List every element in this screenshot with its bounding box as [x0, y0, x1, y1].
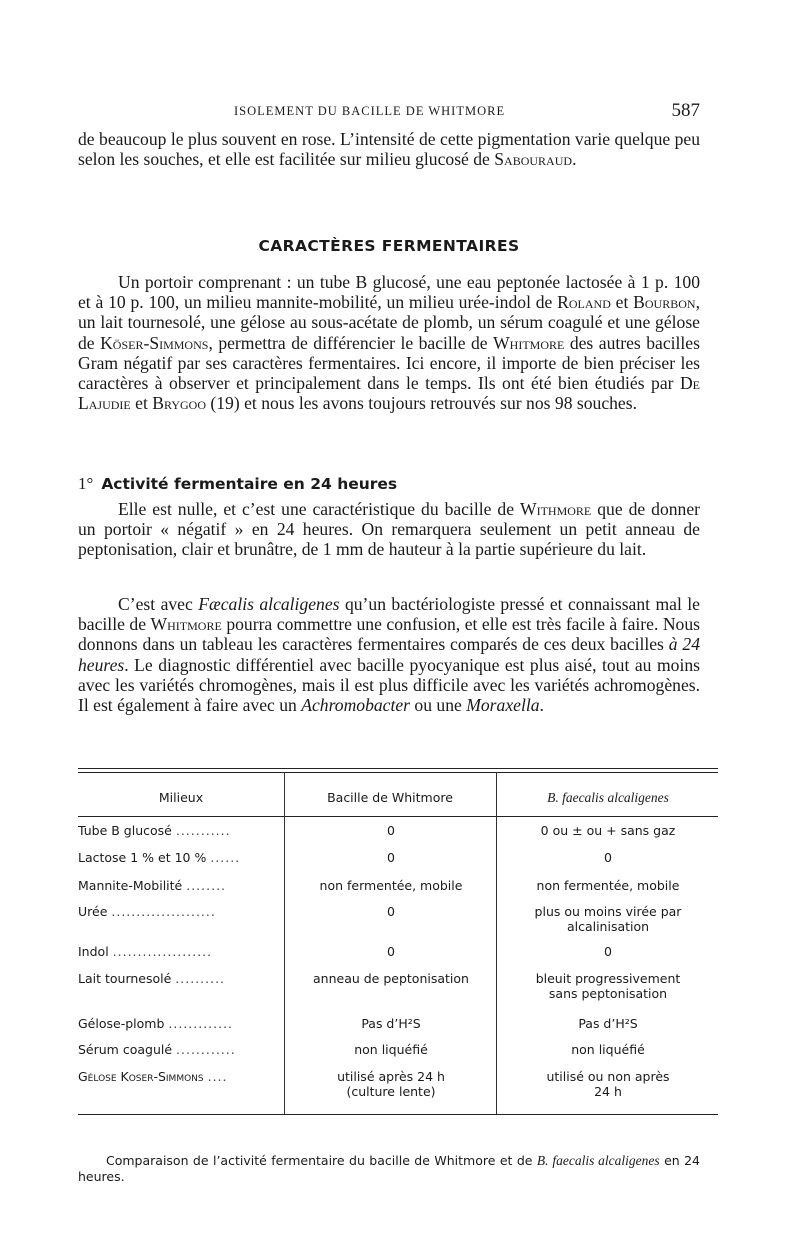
- text-run: , permettra de différencier le bacille de: [208, 332, 494, 353]
- text-run: C’est avec: [118, 594, 199, 614]
- row-label-text: Lactose 1 % et 10 %: [78, 850, 207, 865]
- section-heading: CARACTÈRES FERMENTAIRES: [258, 237, 520, 255]
- author-name: De Lajudie: [78, 373, 700, 414]
- table-header-rule: [78, 816, 718, 817]
- table-row-label: [78, 904, 278, 919]
- table-row-label: [78, 944, 278, 959]
- table-cell-whitmore: non fermentée, mobile: [319, 878, 463, 893]
- text-run: que de donner un portoir « négatif » en 24 heures. On remarquera seulement un petit anneau de peptonisation, clair et brunâtre, de 1 mm de hauteur à la partie supérieure du lait.: [78, 499, 700, 560]
- table-column-divider: [496, 772, 497, 1114]
- table-cell-faecalis: 0 ou ± ou + sans gaz: [540, 823, 676, 838]
- paragraph-24h: [78, 499, 700, 560]
- text-run: qu’un bactériologiste pressé et connaissant mal le bacille de: [78, 594, 700, 635]
- table-header-faecalis: B. faecalis alcaligenes: [547, 790, 669, 805]
- row-leader-dots: ..........: [175, 971, 226, 986]
- table-row-label: [78, 823, 278, 838]
- text-run: (19) et nous les avons toujours retrouvés sur nos 98 souches.: [206, 393, 637, 414]
- author-name: Roland: [557, 292, 611, 313]
- text-run: en 24 heures.: [78, 1152, 701, 1184]
- italic-phrase: à 24 heures: [78, 634, 700, 675]
- table-row-label: [78, 850, 278, 865]
- table-row-label: [78, 1069, 278, 1084]
- text-run: de beaucoup le plus souvent en rose. L’intensité de cette pigmentation varie quelque peu selon les souches, et elle est facilitée sur milieu glucosé de: [78, 129, 700, 170]
- table-cell-faecalis: non fermentée, mobile: [536, 878, 680, 893]
- table-cell-whitmore: 0: [387, 823, 395, 838]
- author-name: Brygoo: [152, 393, 206, 414]
- table-cell-faecalis: bleuit progressivement sans peptonisation: [535, 971, 681, 1001]
- author-name: Whitmore: [493, 332, 565, 353]
- running-head: [78, 100, 700, 124]
- text-run: ou une: [410, 695, 467, 716]
- table-cell-faecalis: non liquéfié: [571, 1042, 645, 1057]
- row-label-text: Tube B glucosé: [78, 823, 172, 838]
- table-cell-whitmore: 0: [387, 944, 395, 959]
- species-name: B. faecalis alcaligenes: [536, 1152, 660, 1168]
- paragraph-continued: [78, 129, 700, 169]
- table-header-whitmore: Bacille de Whitmore: [327, 790, 453, 805]
- row-leader-dots: .............: [168, 1016, 234, 1031]
- table-cell-whitmore: 0: [387, 904, 395, 919]
- species-name: Fæcalis alcaligenes: [198, 594, 340, 614]
- table-cell-faecalis: 0: [604, 850, 612, 865]
- table-cell-whitmore: Pas d’H²S: [361, 1016, 421, 1031]
- row-label-text: Sérum coagulé: [78, 1042, 173, 1057]
- text-run: , un lait tournesolé, une gélose au sous-acétate de plomb, un sérum coagulé et une gélose de: [78, 292, 700, 353]
- table-cell-faecalis: Pas d’H²S: [578, 1016, 638, 1031]
- table-row-label: [78, 878, 278, 893]
- author-name: Köser-Simmons: [100, 332, 209, 353]
- comparison-table: [78, 768, 718, 1114]
- running-title: ISOLEMENT DU BACILLE DE WHITMORE: [234, 104, 506, 118]
- table-column-divider: [284, 772, 285, 1114]
- text-run: .: [539, 695, 544, 716]
- text-run: et: [130, 393, 153, 414]
- table-top-rule-2: [78, 772, 718, 773]
- row-label-text: Gélose Koser-Simmons: [78, 1069, 204, 1084]
- table-cell-faecalis: plus ou moins virée par alcalinisation: [534, 904, 682, 934]
- row-leader-dots: ............: [176, 1042, 236, 1057]
- row-label-text: Gélose-plomb: [78, 1016, 165, 1031]
- text-run: . Le diagnostic différentiel avec bacille pyocyanique est plus aisé, tout au moins avec les variétés chromogènes, mais il est plus difficile avec les variétés achromogènes. Il est également à faire avec un: [78, 654, 700, 716]
- row-label-text: Urée: [78, 904, 108, 919]
- subheading-number: 1°: [78, 474, 94, 493]
- table-cell-faecalis: 0: [604, 944, 612, 959]
- table-cell-whitmore: anneau de peptonisation: [313, 971, 469, 986]
- table-row-label: [78, 971, 278, 986]
- table-cell-whitmore: non liquéfié: [354, 1042, 428, 1057]
- row-label-text: Indol: [78, 944, 109, 959]
- page-number: 587: [671, 100, 700, 121]
- row-leader-dots: .....................: [111, 904, 216, 919]
- text-run: et: [610, 292, 634, 313]
- text-run: .: [572, 149, 577, 170]
- row-leader-dots: ........: [186, 878, 227, 893]
- table-cell-whitmore: 0: [387, 850, 395, 865]
- text-run: Comparaison de l’activité fermentaire du bacille de Whitmore et de: [106, 1152, 537, 1168]
- paragraph-portoir: [78, 272, 700, 413]
- table-row-label: [78, 1042, 278, 1057]
- table-cell-whitmore: utilisé après 24 h (culture lente): [337, 1069, 445, 1099]
- subheading-title: Activité fermentaire en 24 heures: [101, 475, 398, 493]
- table-bottom-rule: [78, 1114, 718, 1115]
- row-label-text: Lait tournesolé: [78, 971, 172, 986]
- text-run: pourra commettre une confusion, et elle est très facile à faire. Nous donnons dans un tableau les caractères fermentaires comparés de ces deux bacilles: [78, 614, 700, 655]
- row-leader-dots: ......: [210, 850, 241, 865]
- text-run: Elle est nulle, et c’est une caractéristique du bacille de: [118, 499, 520, 519]
- table-top-rule: [78, 768, 718, 769]
- table-cell-faecalis: utilisé ou non après 24 h: [546, 1069, 670, 1099]
- text-run: des autres bacilles Gram négatif par ses caractères fermentaires. Ici encore, il importe de bien préciser les caractères à observer et principalement dans le temps. Ils ont été bien étudiés par: [78, 332, 700, 394]
- row-leader-dots: ....................: [112, 944, 213, 959]
- row-leader-dots: ...........: [175, 823, 231, 838]
- author-name: Whitmore: [150, 614, 222, 635]
- species-name: Achromobacter: [301, 695, 411, 716]
- paragraph-faecalis: [78, 594, 700, 715]
- author-name: Bourbon: [633, 292, 696, 313]
- text-run: Un portoir comprenant : un tube B glucosé, une eau peptonée lactosée à 1 p. 100 et à 10 p. 100, un milieu mannite-mobilité, un milieu urée-indol de: [78, 272, 700, 313]
- author-name: Withmore: [519, 499, 592, 519]
- table-caption: [78, 1153, 700, 1185]
- author-name: Sabouraud: [494, 149, 573, 170]
- table-header-milieux: Milieux: [158, 790, 204, 805]
- row-label-text: Mannite-Mobilité: [78, 878, 183, 893]
- subheading: [78, 474, 397, 494]
- row-leader-dots: ....: [207, 1069, 228, 1084]
- species-name: Moraxella: [466, 695, 540, 716]
- table-row-label: [78, 1016, 278, 1031]
